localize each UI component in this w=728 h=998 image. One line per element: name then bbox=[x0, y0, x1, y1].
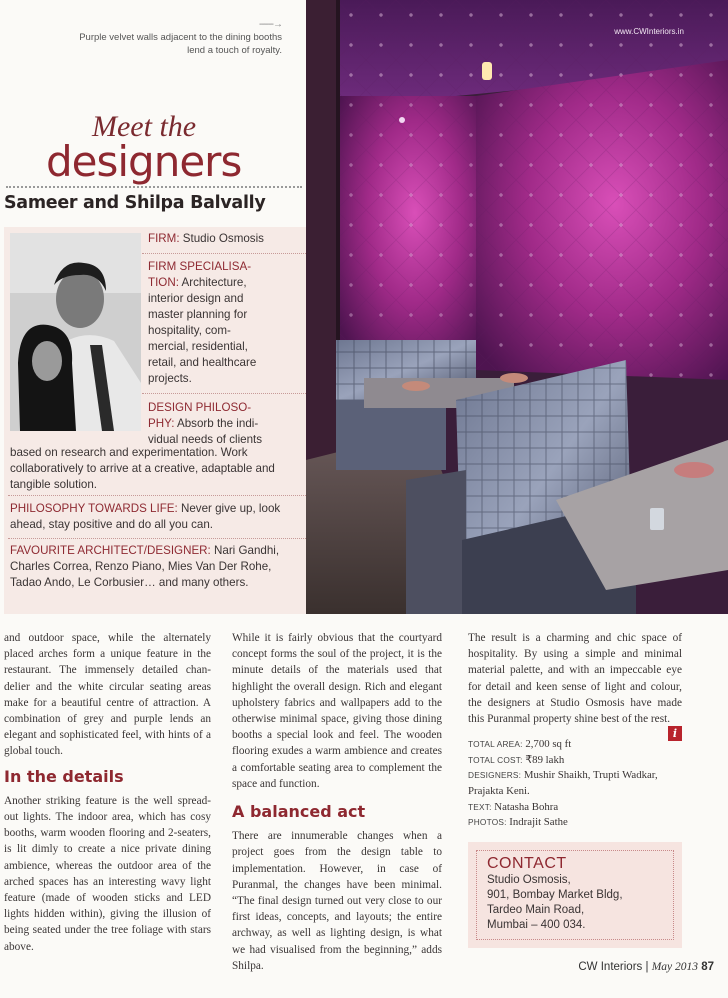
firm-value: Studio Osmosis bbox=[179, 232, 264, 245]
restaurant-photo bbox=[306, 0, 728, 614]
contact-line: 901, Bombay Market Bldg, bbox=[487, 889, 623, 901]
credit-total-area: TOTAL AREA: 2,700 sq ft bbox=[468, 738, 572, 751]
heading-designers: designers bbox=[46, 137, 242, 186]
fav-value: Nari Gandhi, Charles Correa, Renzo Piano, Mies Van Der Rohe, Tadao Ando, Le Corbusier… and many others. bbox=[10, 544, 280, 589]
spec-value: Architecture, interior design and master planning for hospitality, com-mercial, residential, retail, and healthcare projects. bbox=[148, 276, 257, 385]
philosophy-continued: based on research and experimentation. Work collaboratively to arrive at a creative, adaptable and tangible solution. bbox=[10, 446, 275, 491]
contact-title: CONTACT bbox=[487, 855, 567, 872]
col2-paragraph-2: There are innumerable changes when a project goes from the design table to implementation. However, in case of Puranmal, the changes have been minimal. “The final design turned out very close to our first ideas, concepts, and layouts; the entire archway, as well as lighting design, is what we had visualised from the beginning,” adds Shilpa. bbox=[232, 830, 442, 972]
watermark: www.CWInteriors.in bbox=[614, 27, 684, 36]
life-label: PHILOSOPHY TOWARDS LIFE: bbox=[10, 502, 178, 515]
firm-column bbox=[148, 231, 306, 448]
footer-magazine: CW Interiors bbox=[578, 961, 643, 973]
col3-paragraph-1: The result is a charming and chic space of hospitality. By using a simple and minimal material palette, and with an impeccable eye for detail and keen sense of light and colour, the designers at Studio Osmosis have made this Puranmal property shine best of the rest. bbox=[468, 632, 682, 726]
photo-caption bbox=[60, 18, 282, 57]
contact-inner bbox=[476, 850, 674, 940]
page-number: 87 bbox=[701, 961, 714, 973]
heading-meet: Meet the bbox=[92, 110, 197, 143]
firm-label: FIRM: bbox=[148, 232, 180, 245]
heading-balanced-act: A balanced act bbox=[232, 802, 366, 822]
designers-photo bbox=[10, 233, 141, 431]
credit-designers: DESIGNERS: Mushir Shaikh, Trupti Wadkar, Prajakta Keni. bbox=[468, 769, 658, 797]
caption-arrow: ------→ bbox=[259, 19, 282, 30]
firm-separator bbox=[142, 253, 306, 254]
contact-line: Mumbai – 400 034. bbox=[487, 919, 586, 931]
contact-line: Tardeo Main Road, bbox=[487, 904, 585, 916]
credit-total-cost: TOTAL COST: ₹89 lakh bbox=[468, 753, 565, 766]
fav-separator bbox=[8, 538, 306, 539]
designer-profile-box bbox=[4, 227, 306, 614]
col1-paragraph-2: Another striking feature is the well spread-out lights. The indoor area, which has cosy booths, warm wooden flooring and 2-seaters, is lit dimly to create a nice private dining ambience, whereas the outdoor area of the arched spaces has an interesting wavy light feature (made of wooden sticks and LED lights hidden within), giving the illusion of being seated under the tree foliage with stars above. bbox=[4, 794, 211, 953]
caption-text: Purple velvet walls adjacent to the dining booths lend a touch of royalty. bbox=[79, 32, 282, 56]
column-1 bbox=[4, 630, 211, 955]
page-footer bbox=[578, 961, 714, 973]
contact-line: Studio Osmosis, bbox=[487, 874, 571, 886]
life-separator bbox=[8, 495, 306, 496]
footer-issue: May 2013 bbox=[651, 961, 698, 973]
contact-box bbox=[468, 842, 682, 948]
credit-text: TEXT: Natasha Bohra bbox=[468, 800, 559, 813]
spec-label: FIRM SPECIALISA-TION: bbox=[148, 260, 252, 289]
project-credits bbox=[468, 737, 682, 831]
philo-value-short: Absorb the indi-vidual needs of clients bbox=[148, 417, 263, 446]
column-3 bbox=[468, 630, 682, 831]
fav-label: FAVOURITE ARCHITECT/DESIGNER: bbox=[10, 544, 211, 557]
philo-label: DESIGN PHILOSO-PHY: bbox=[148, 401, 252, 430]
info-icon: i bbox=[668, 726, 682, 741]
column-2 bbox=[232, 630, 442, 974]
life-value: Never give up, look ahead, stay positive and do all you can. bbox=[10, 502, 281, 531]
heading-in-the-details: In the details bbox=[4, 766, 124, 786]
col1-paragraph-1: and outdoor space, while the alternately placed arches form a unique feature in the restaurant. The immensely detailed chan-delier and the white circular seating areas make for a beautiful centre of attraction. A combination of grey and purple lends an elegant and sophisticated feel, with hints of a global touch. bbox=[4, 632, 211, 758]
spec-separator bbox=[142, 393, 306, 394]
designer-names: Sameer and Shilpa Balvally bbox=[4, 193, 266, 213]
credit-photos: PHOTOS: Indrajit Sathe bbox=[468, 816, 568, 829]
favourite-designers bbox=[10, 543, 302, 591]
col2-paragraph-1: While it is fairly obvious that the courtyard concept forms the soul of the project, it is the minute details of the materials used that highlight the overall design. Rich and elegant upholstery fabrics and wallpapers add to the otherwise minimal space, giving those dining booths a special look and feel. The wooden flooring exudes a warm ambience and creates a comfortable seating area to complement the space and function. bbox=[232, 632, 442, 790]
footer-divider: | bbox=[645, 961, 649, 973]
life-philosophy bbox=[10, 501, 300, 533]
dotted-divider bbox=[6, 186, 302, 188]
